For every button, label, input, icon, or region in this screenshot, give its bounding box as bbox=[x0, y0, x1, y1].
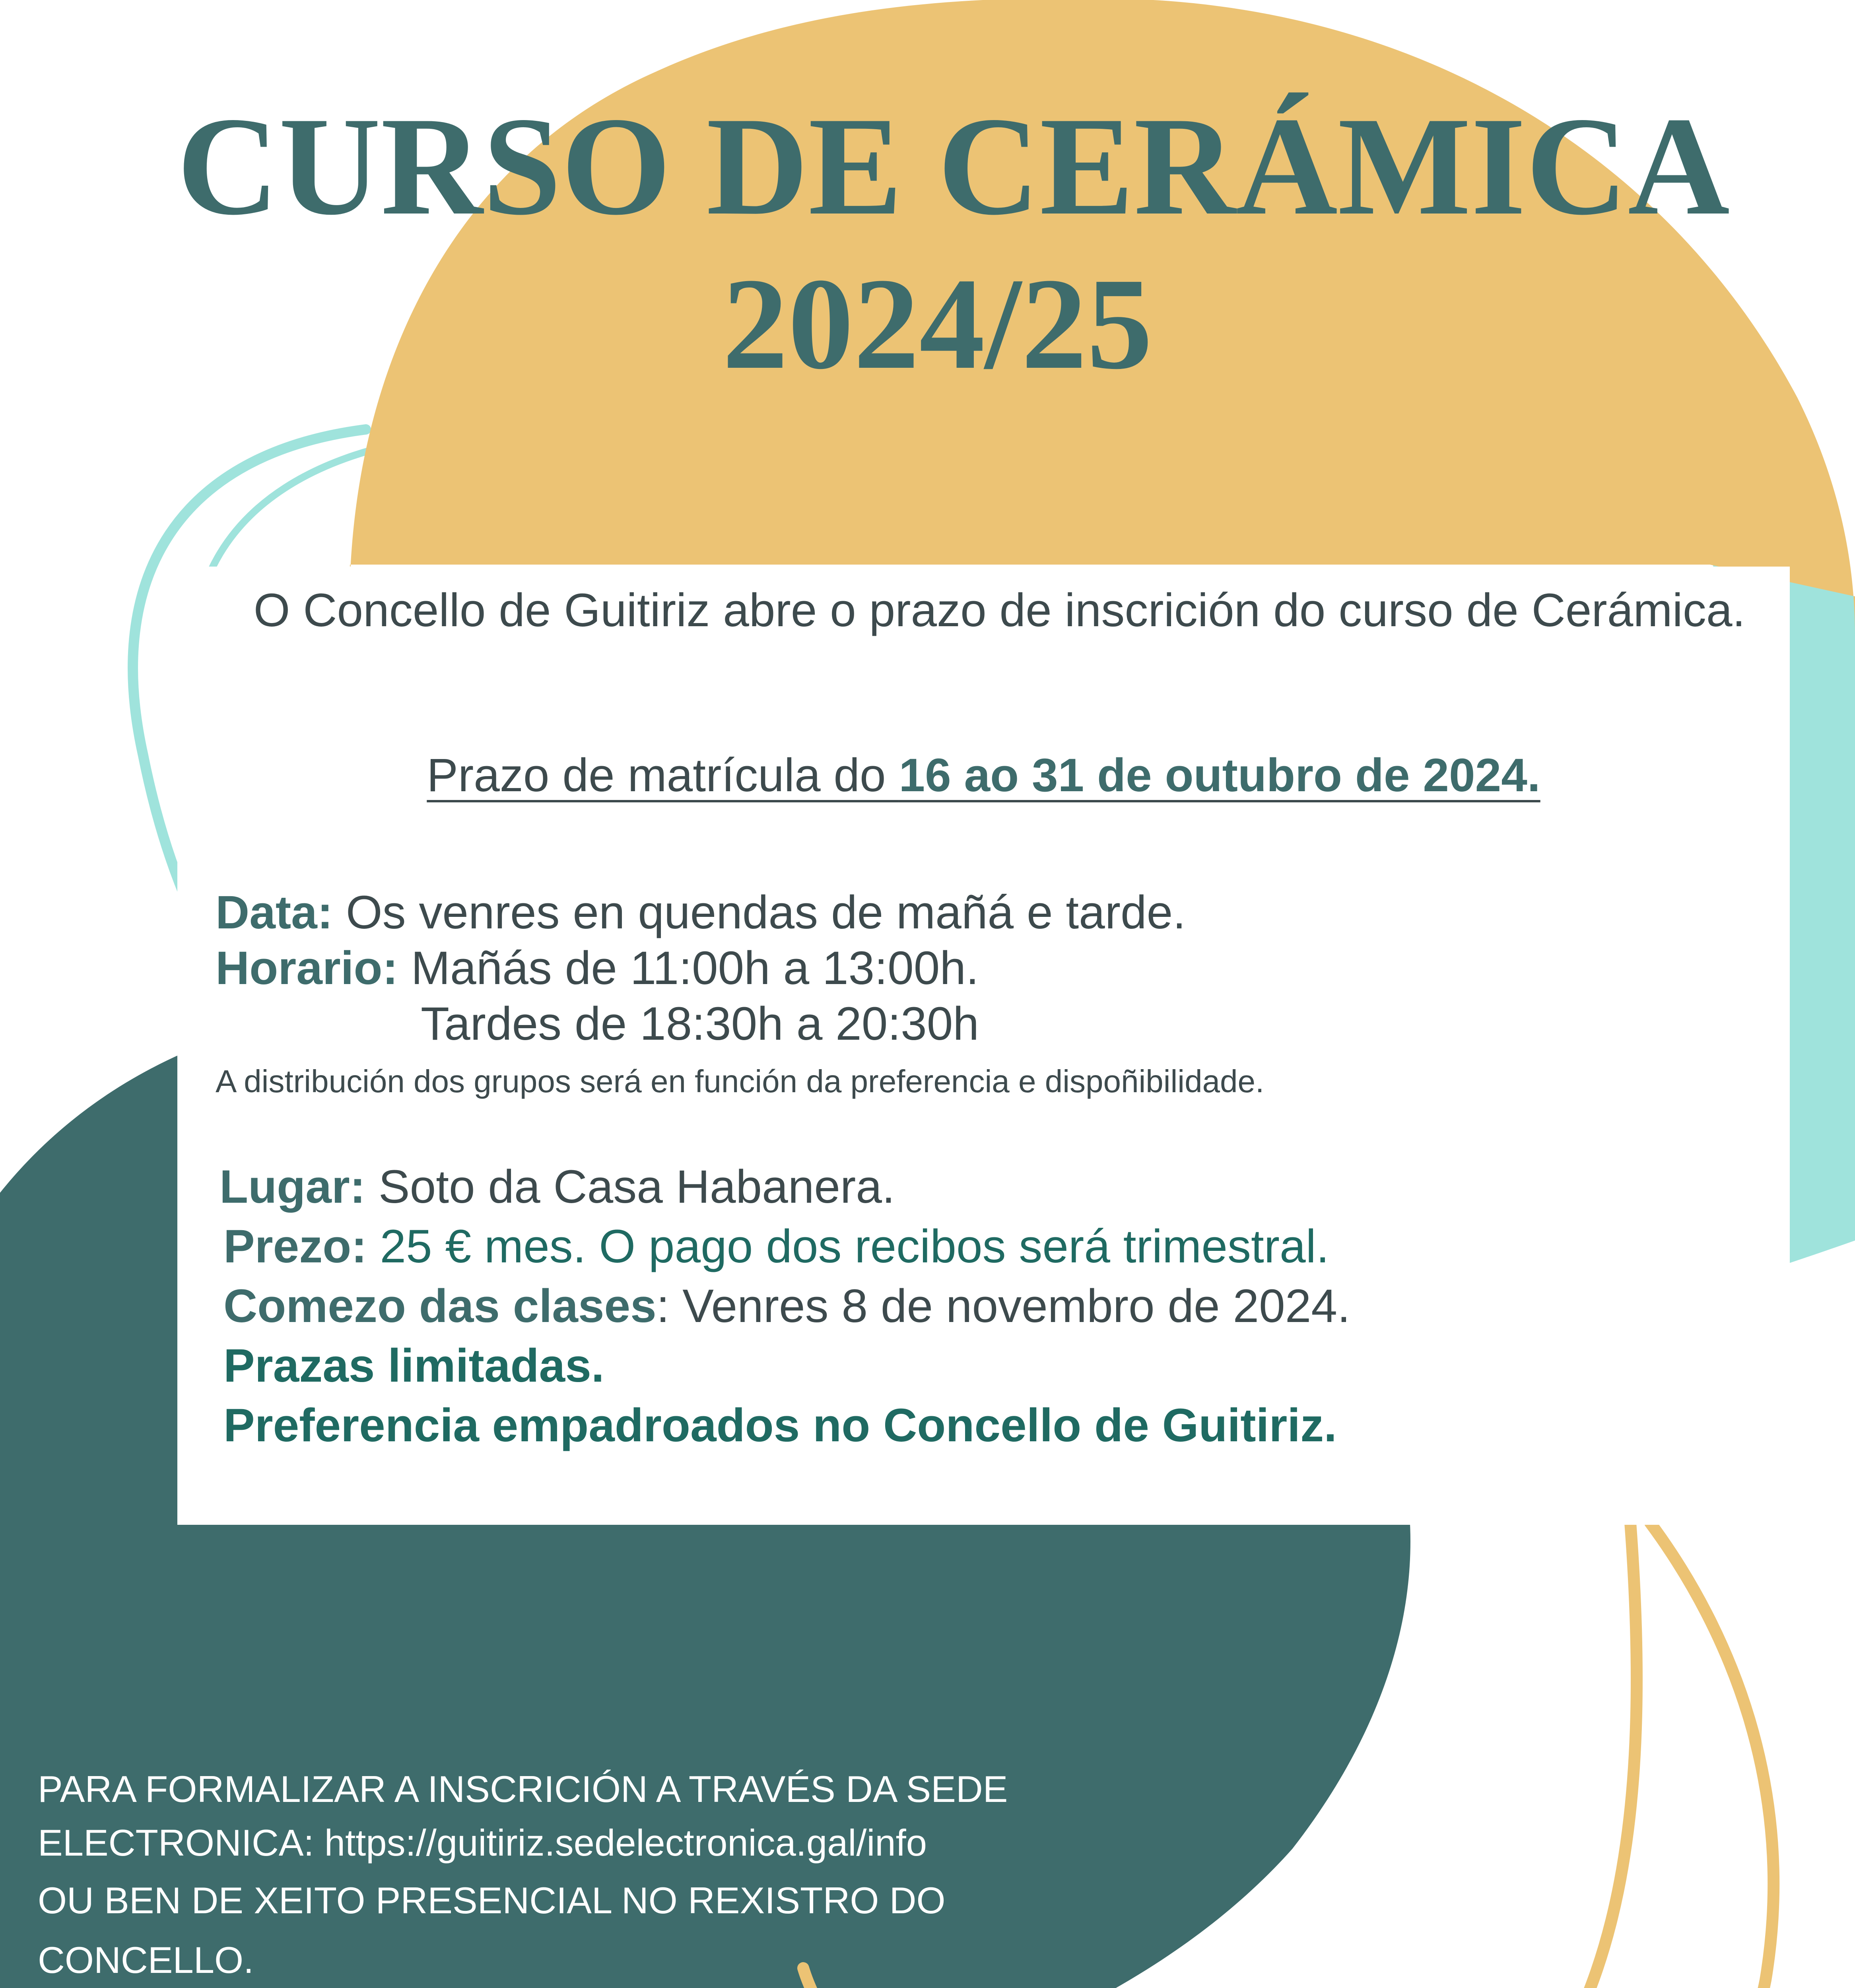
enrollment-period-prefix: Prazo de matrícula do bbox=[427, 749, 899, 802]
limited-places: Prazas limitadas. bbox=[223, 1340, 604, 1392]
horario-value-morning: Mañás de 11:00h a 13:00h. bbox=[398, 942, 979, 994]
info-card bbox=[177, 567, 1790, 1525]
data-label: Data: bbox=[216, 886, 333, 939]
data-value: Os venres en quendas de mañá e tarde. bbox=[333, 886, 1186, 939]
prezo-label: Prezo: bbox=[223, 1220, 367, 1273]
horario-row bbox=[216, 940, 979, 996]
residents-preference: Preferencia empadroados no Concello de Guitiriz. bbox=[223, 1399, 1337, 1452]
intro-text: O Concello de Guitiriz abre o prazo de inscrición do curso de Cerámica. bbox=[253, 584, 1746, 637]
lugar-value: Soto da Casa Habanera. bbox=[365, 1161, 895, 1213]
comezo-label: Comezo das clases bbox=[223, 1280, 657, 1332]
inscription-line-1: PARA FORMALIZAR A INSCRICIÓN A TRAVÉS DA SEDE bbox=[38, 1768, 1008, 1810]
data-row bbox=[216, 885, 1186, 940]
enrollment-period-dates: 16 ao 31 de outubro de 2024. bbox=[899, 749, 1540, 802]
prezo-row bbox=[223, 1219, 1329, 1274]
lugar-label: Lugar: bbox=[219, 1161, 366, 1213]
comezo-row bbox=[223, 1278, 1350, 1334]
group-distribution-note: A distribución dos grupos será en función da preferencia e dispoñibilidade. bbox=[216, 1064, 1265, 1099]
horario-value-afternoon: Tardes de 18:30h a 20:30h bbox=[421, 998, 979, 1050]
horario-label: Horario: bbox=[216, 942, 398, 994]
inscription-line-4: CONCELLO. bbox=[38, 1939, 254, 1981]
comezo-value: : Venres 8 de novembro de 2024. bbox=[656, 1280, 1350, 1332]
page-subtitle-year: 2024/25 bbox=[722, 251, 1153, 396]
lugar-row bbox=[219, 1159, 895, 1215]
page-title: CURSO DE CERÁMICA bbox=[177, 88, 1730, 244]
inscription-line-3: OU BEN DE XEITO PRESENCIAL NO REXISTRO DO bbox=[38, 1879, 946, 1921]
enrollment-period bbox=[177, 747, 1790, 803]
inscription-line-2: ELECTRONICA: https://guitiriz.sedelectronica.gal/info bbox=[38, 1822, 927, 1864]
prezo-value: 25 € mes. O pago dos recibos será trimestral. bbox=[367, 1220, 1329, 1273]
